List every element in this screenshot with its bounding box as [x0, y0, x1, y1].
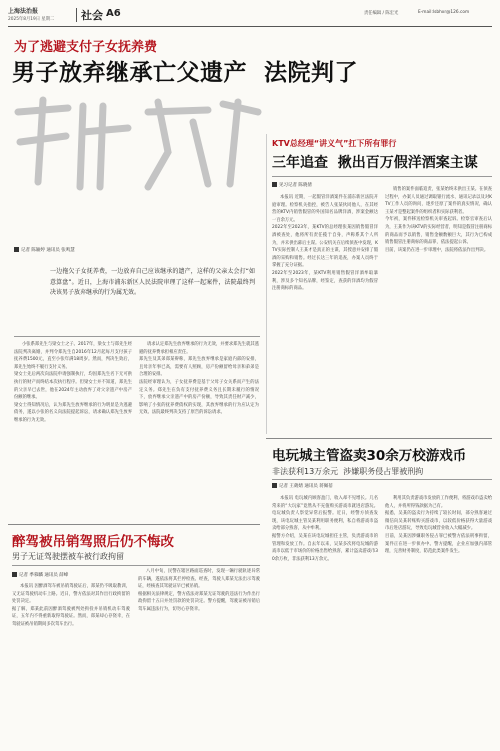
- article1-body-col2: 请求认定郑先生放弃继承的行为无效，并要求郑先生就其逃避的抚养费承担相应责任。 郑先生及其弟郑某辩称，郑先生放弃继承是家庭内部的安排，且母亲年事已高，需要有人照顾，房产份额留给母亲和弟弟是合理的安排。 法院经审理认为，子女抚养费是基于父母子女关系而产生的法定义务。郑先生在负有支付抚养费义务且长期未履行的情况下，放弃继承父亲遗产中的房产份额，导致其责任财产减少，影响了小张的抚养费债权的实现，其放弃继承的行为应认定为无效。法院最终判决支持了原告的诉讼请求。: [139, 342, 259, 416]
- article4-byline-text: 记者 季慕麟 通讯员 薛峰: [19, 573, 69, 578]
- article3-rule: [272, 479, 492, 480]
- editor-email: E-mail:lsbhxr@126.com: [418, 10, 470, 15]
- column-divider: [266, 134, 267, 434]
- calligraphy-art: [8, 92, 262, 240]
- article3-top-rule: [266, 438, 492, 439]
- paper-name: 上海法治报: [8, 8, 39, 15]
- article2-rule: [272, 176, 492, 177]
- article4-byline: [12, 572, 68, 578]
- header-rule: [8, 26, 492, 27]
- article1-headline: 男子放弃继承亡父遗产 法院判了: [12, 60, 359, 86]
- article4-rule: [12, 565, 260, 566]
- article4-kicker: 醉驾被吊销驾照后仍不悔改: [12, 534, 174, 550]
- page-number: A6: [106, 8, 121, 19]
- section-divider: [76, 8, 77, 22]
- article3-sub: 非法获利13万余元 涉嫌职务侵占罪被刑拘: [272, 467, 424, 476]
- article3-body-col1: 本报讯 电玩城内顾客盈门，收入却不见增长。几名常来的“大玩家”竟然从不充值购买游戏币就进店游玩。电玩城负责人察觉异常后报警。近日，经警方侦查发现，该电玩城主管吴某利用职务便利，私自将游戏币盗卖给部分熟客，从中牟利。 据警方介绍，吴某在该电玩城担任主管，负责游戏币的管理和发放工作。自去年以来，吴某多次将电玩城的游戏币以低于市场价的价格出售给熟客，累计盗卖游戏币30余万枚，非法获利13万余元。: [272, 496, 378, 562]
- article3-byline-text: 记者 王葳婧 通讯员 蒋佩蓓: [279, 484, 333, 489]
- masthead: [8, 6, 492, 28]
- article1-body-col1: 小张系郑先生与梁女士之子。2017年，梁女士与郑先生经法院判决离婚，并判令郑先生自2016年12月起每月支付孩子抚养费1500元，直至小张年满18周岁。然而，判决生效后，郑先生始终不履行支付义务。 梁女士先后两次向法院申请强制执行，均因郑先生名下无可供执行的财产而终结本次执行程序。但梁女士并不知道，郑先生的父亲早已去世，他在2024年主动放弃了对父亲遗产中房产份额的继承。 梁女士得知情况后，认为郑先生放弃继承的行为明显是为逃避债务，遂以小张的名义向法院提起诉讼，请求确认郑先生放弃继承的行为无效。: [14, 342, 132, 423]
- article3-body-col2: 利用其负责游戏币发放的工作便利，将游戏币盗卖给他人，并将所得钱款据为己有。 据悉，吴某的盗卖行为持续了较长时间，部分熟客通过微信向吴某转账购买游戏币，以较低价格获得大量游戏币后进店游玩，导致电玩城营业收入大幅减少。 目前，吴某因涉嫌职务侵占罪已被警方依法刑事拘留，案件正在进一步侦办中。警方提醒，企业应加强内部管理，完善财务制度，防范此类案件发生。: [385, 496, 492, 555]
- editor-credit: 责任编辑 / 陈宏光: [364, 11, 399, 16]
- article2-headline: 三年追查 揪出百万假洋酒案主谋: [272, 155, 478, 171]
- article3-kicker: 电玩城主管盗卖30余万校游戏币: [272, 448, 467, 464]
- article2-body-col2: 销售的案件面临追责，张某始终未供出王某。在侦查过程中，办案人员通过调取银行流水、通讯记录以及对KTV工作人员的询问，逐步还原了案件的真实情况，确认王某才是整起案件的组织者和实际获利者。 今年初，案件移送检察机关审查起诉。检察官审查后认为，王某作为该KTV的实际经营者，明知是假冒注册商标的商品而予以销售，销售金额数额巨大，其行为已构成销售假冒注册商标的商品罪，依法提起公诉。 目前，该案仍在进一步审理中，法院将依法作出判决。: [385, 187, 492, 253]
- section-name: 社会: [81, 9, 103, 22]
- reporter-icon: [14, 247, 19, 252]
- article1-kicker: 为了逃避支付子女抚养费: [14, 40, 158, 55]
- article2-kicker: KTV总经理“讲义气”扛下所有罪行: [272, 139, 397, 148]
- article3-byline: [272, 483, 333, 489]
- article2-byline-text: 见习记者 陈晓倩: [279, 183, 312, 188]
- article4-body-col1: 本报讯 因醉酒驾车被吊销驾驶证后，郑某仍不吸取教训，又无证驾驶机动车上路。近日，警方依法对其作出行政拘留的处罚决定。 据了解，郑某此前因醉酒驾驶被判处拘役并吊销机动车驾驶证，五年内不得重新取得驾驶证。然而，郑某却心存侥幸，在驾驶证被吊销期间多次驾车出行。: [12, 584, 130, 627]
- article1-byline: [14, 247, 75, 253]
- article4-body-col2: 八月中旬，民警在辖区路面巡查时，发现一辆行驶轨迹异常的车辆，遂依法将其拦停检查。经查，驾驶人郑某无法出示驾驶证，经核查其驾驶证早已被吊销。 根据相关法律规定，警方依法对郑某无证驾驶的违法行为作出行政拘留十五日并处罚款的处罚决定。警方提醒，驾驶证被吊销后驾车属违法行为，切勿心存侥幸。: [138, 569, 260, 612]
- article1-byline-text: 记者 陈颖婷 通讯员 张鸣慧: [21, 248, 75, 253]
- article2-body-col1: 本报讯 近期，一起假冒洋酒案件在浦东新区法院开庭审理。检察机关指控，被告人张某伙同他人，在其经营的KTV内销售假冒的外国知名品牌洋酒，涉案金额达一百余万元。 2022年至2023年，某KTV的总经理张某因销售假冒洋酒被查处，他将所有责任揽于自身，声称系其个人所为，并未供出幕后主谋。公安机关在后续侦查中发现，KTV实际控制人王某才是真正的主谋，其授意并安排了假酒的采购和销售。经过长达三年的追查，办案人员终于掌握了充分证据。 2022年至2023年，某KTV利用销售假冒洋酒牟取暴利，涉及多个知名品牌，经鉴定，查获的洋酒均为假冒注册商标的商品。: [272, 195, 378, 292]
- article4-sub: 男子无证驾驶摆被车被行政拘留: [12, 552, 124, 561]
- reporter-icon: [272, 182, 277, 187]
- issue-date: 2025年8月19日 星期二: [8, 17, 55, 22]
- reporter-icon: [272, 483, 277, 488]
- calligraphy-illustration: [8, 92, 262, 240]
- article1-lead: 一边拖欠子女抚养费，一边放弃自己应该继承的遗产，这样的父亲太会打“如意算盘”。近日，上海市浦东新区人民法院审理了这样一起案件，法院最终判决该男子放弃继承的行为属无效。: [50, 268, 255, 296]
- article2-byline: [272, 182, 312, 188]
- article4-top-rule: [8, 524, 260, 525]
- lead-rule: [14, 336, 260, 337]
- reporter-icon: [12, 572, 17, 577]
